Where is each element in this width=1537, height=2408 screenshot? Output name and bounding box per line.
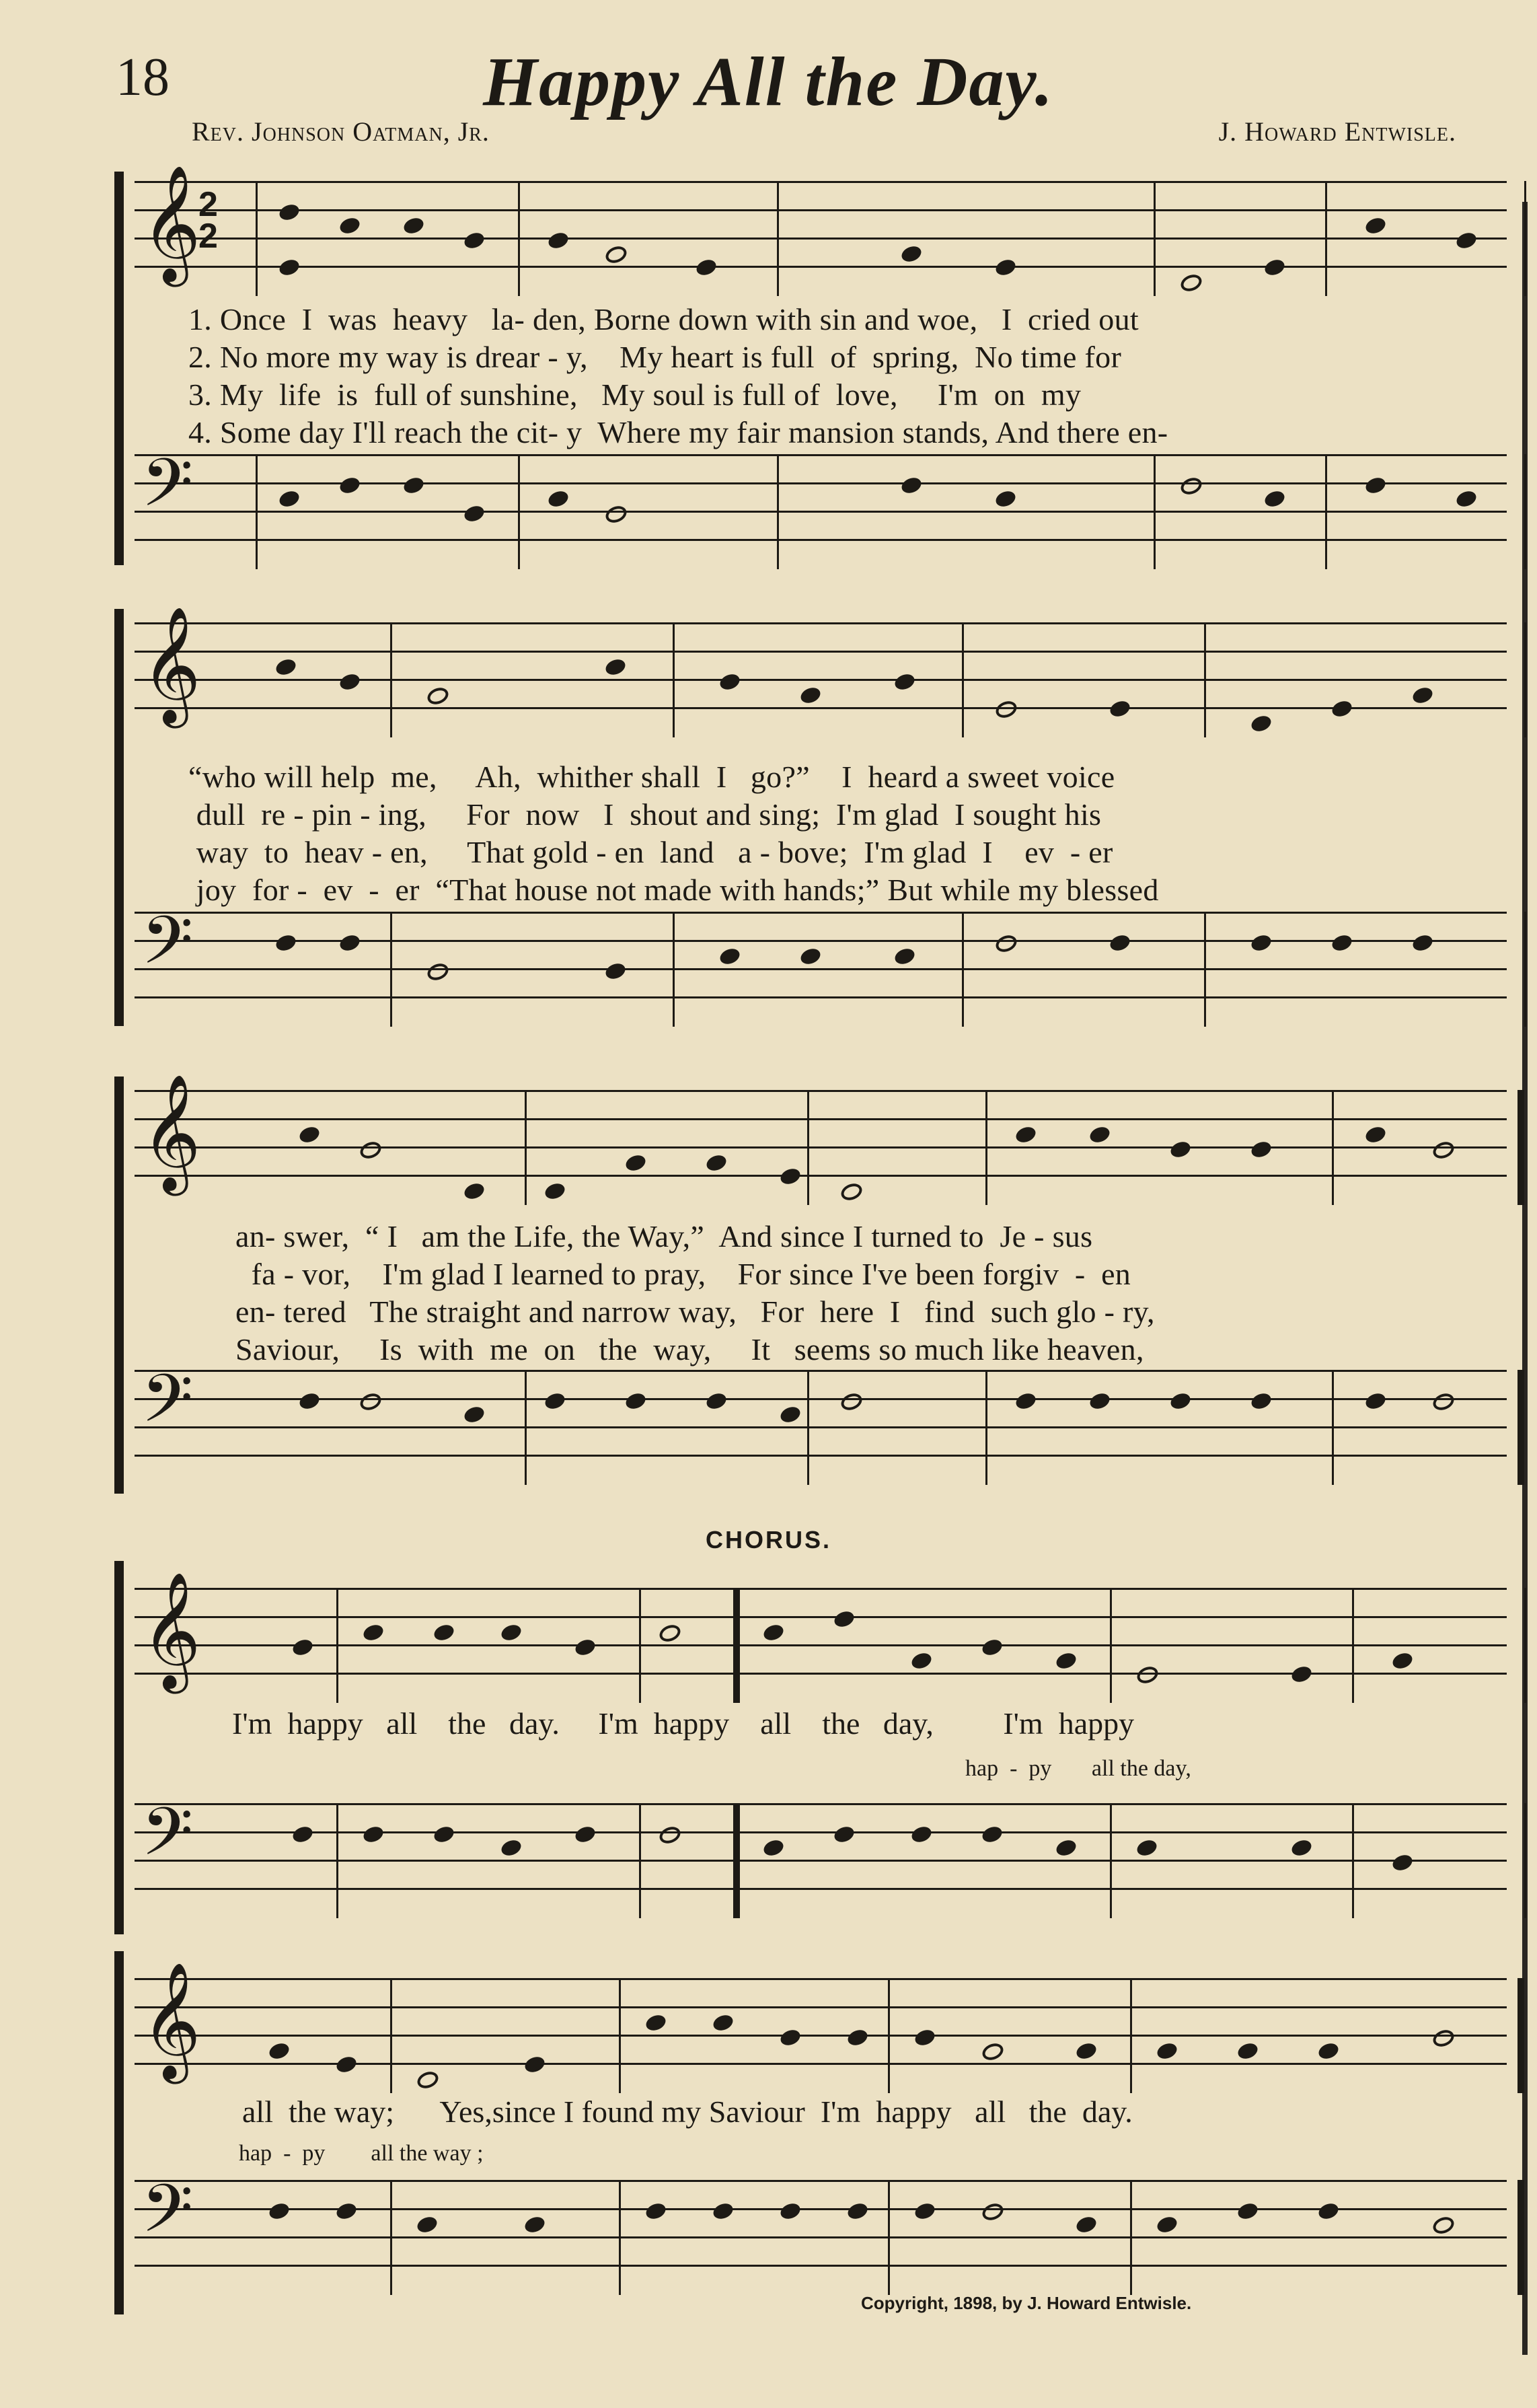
treble-staff [135, 606, 1507, 735]
hymn-title: Happy All the Day. [483, 43, 1054, 120]
treble-clef-icon: 𝄞 [141, 606, 201, 723]
bass-clef-icon: 𝄢 [141, 2170, 194, 2264]
verse-line: 2. No more my way is drear - y, My heart is full of spring, No time for [188, 340, 1122, 374]
system-brace [114, 172, 124, 565]
system-brace [114, 1561, 124, 1934]
time-signature-top: 2 [198, 185, 218, 224]
bass-clef-icon: 𝄢 [141, 1360, 194, 1454]
treble-clef-icon: 𝄞 [141, 1074, 201, 1191]
verse-line: Saviour, Is with me on the way, It seems so much like heaven, [235, 1332, 1144, 1366]
treble-staff [135, 1074, 1507, 1203]
verse-line: fa - vor, I'm glad I learned to pray, For since I've been forgiv - en [235, 1257, 1131, 1291]
bass-staff [135, 1360, 1507, 1483]
bass-clef-icon: 𝄢 [141, 902, 194, 996]
verse-line: 4. Some day I'll reach the cit- y Where my fair mansion stands, And there en- [188, 415, 1168, 449]
bass-clef-icon: 𝄢 [141, 1794, 194, 1887]
bass-staff [135, 1794, 1507, 1916]
page-number: 18 [116, 48, 170, 107]
verse-line: en- tered The straight and narrow way, For here I find such glo - ry, [235, 1294, 1155, 1329]
chorus-lyrics-line-1: I'm happy all the day. I'm happy all the day, I'm happy [232, 1706, 1135, 1741]
treble-clef-icon: 𝄞 [141, 1962, 201, 2079]
time-signature-bottom: 2 [198, 216, 218, 256]
system-brace [114, 609, 124, 1026]
verse-line: 1. Once I was heavy la- den, Borne down with sin and woe, I cried out [188, 302, 1139, 336]
verse-line: dull re - pin - ing, For now I shout and sing; I'm glad I sought his [188, 797, 1102, 832]
chorus-bass-lyrics-2: hap - py all the way ; [239, 2141, 484, 2166]
chorus-lyrics-line-2: all the way; Yes,since I found my Saviour I'm happy all the day. [242, 2094, 1133, 2129]
chorus-label: CHORUS. [705, 1526, 831, 1554]
copyright-notice: Copyright, 1898, by J. Howard Entwisle. [861, 2293, 1192, 2313]
bass-staff [135, 445, 1507, 567]
verse-line: way to heav - en, That gold - en land a - bove; I'm glad I ev - er [188, 835, 1113, 869]
chorus-bass-lyrics-1: hap - py all the day, [965, 1756, 1191, 1781]
verse-line: 3. My life is full of sunshine, My soul is full of love, I'm on my [188, 377, 1082, 412]
verse-block-1 [188, 301, 1480, 451]
music-system-3 [114, 1074, 1507, 1494]
verse-line: an- swer, “ I am the Life, the Way,” And since I turned to Je - sus [235, 1219, 1093, 1253]
verse-line: joy for - ev - er “That house not made with hands;” But while my blessed [188, 873, 1159, 907]
bass-staff [135, 902, 1507, 1025]
verse-block-3 [235, 1218, 1480, 1369]
chorus-system-1 [114, 1561, 1507, 1934]
verse-line: “who will help me, Ah, whither shall I go?” I heard a sweet voice [188, 760, 1115, 794]
treble-clef-icon: 𝄞 [141, 165, 201, 282]
bass-staff [135, 2170, 1507, 2293]
music-system-1 [114, 165, 1507, 565]
music-system-2 [114, 606, 1507, 1026]
treble-staff [135, 1962, 1507, 2091]
treble-staff [135, 165, 1507, 294]
system-brace [114, 1077, 124, 1494]
chorus-system-2 [114, 1951, 1507, 2314]
treble-staff [135, 1572, 1507, 1701]
system-brace [114, 1951, 124, 2314]
time-signature [198, 185, 218, 256]
treble-clef-icon: 𝄞 [141, 1572, 201, 1689]
author-credit: Rev. Johnson Oatman, Jr. [192, 116, 490, 147]
verse-block-2 [188, 758, 1480, 909]
bass-clef-icon: 𝄢 [141, 445, 194, 538]
composer-credit: J. Howard Entwisle. [1218, 116, 1456, 147]
